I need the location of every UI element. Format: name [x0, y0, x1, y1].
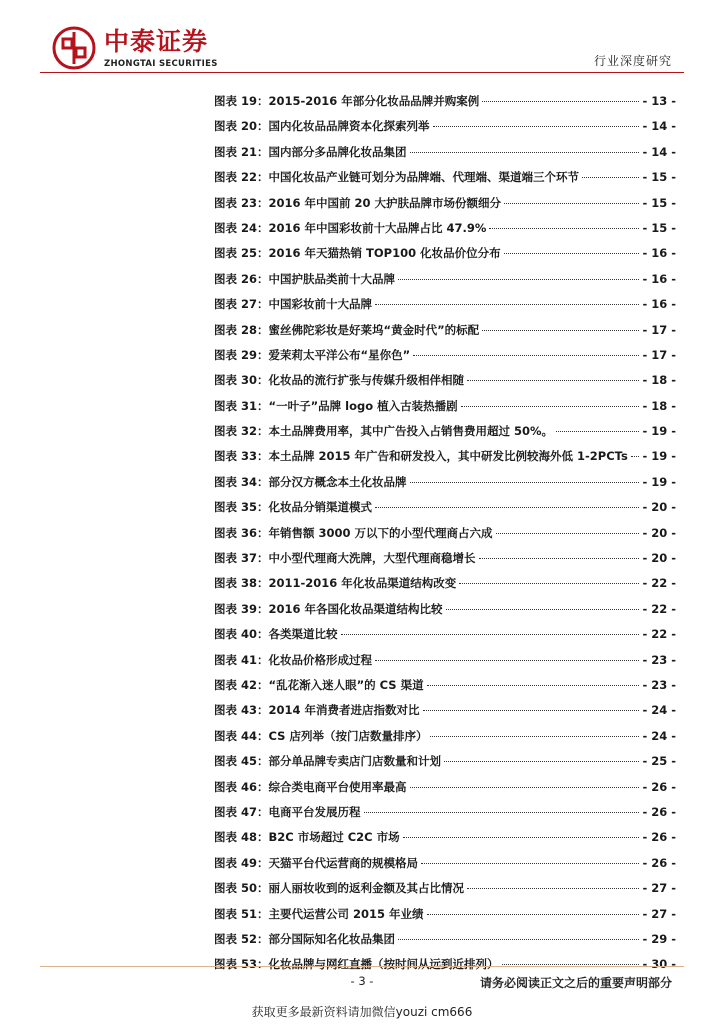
toc-dot-leader [482, 101, 639, 102]
toc-dot-leader [467, 888, 639, 889]
toc-entry-page: - 13 - [642, 94, 676, 108]
toc-entry[interactable] [214, 779, 676, 804]
toc-dot-leader [433, 126, 640, 127]
toc-dot-leader [398, 279, 639, 280]
toc-entry-title: 图表 35：化妆品分销渠道模式 [214, 500, 373, 515]
toc-entry-title: 图表 52：部分国际知名化妆品集团 [214, 931, 396, 946]
toc-entry-title: 图表 43：2014 年消费者进店指数对比 [214, 703, 420, 718]
toc-dot-leader [430, 736, 639, 737]
disclaimer-text: 请务必阅读正文之后的重要声明部分 [479, 976, 672, 990]
toc-entry-page: - 20 - [642, 500, 676, 515]
toc-entry[interactable] [214, 728, 676, 753]
report-type-label: 行业深度研究 [593, 54, 672, 68]
toc-entry-title: 图表 23：2016 年中国前 20 大护肤品牌市场份额细分 [214, 195, 502, 210]
zhongtai-logo-icon [52, 26, 96, 70]
toc-entry-title: 图表 45：部分单品牌专卖店门店数量和计划 [214, 754, 442, 769]
toc-dot-leader [413, 355, 639, 356]
toc-entry-title: 图表 25：2016 年天猫热销 TOP100 化妆品价位分布 [214, 246, 501, 261]
brand-name-en: ZHONGTAI SECURITIES [104, 59, 218, 69]
toc-entry-title: 图表 26：中国护肤品类前十大品牌 [214, 271, 396, 286]
toc-entry-page: - 15 - [642, 170, 676, 185]
toc-dot-leader [496, 533, 640, 534]
toc-entry-title: 图表 50：丽人丽妆收到的返利金额及其占比情况 [214, 881, 465, 896]
toc-dot-leader [459, 583, 639, 584]
toc-dot-leader [631, 456, 640, 457]
toc-entry[interactable] [214, 448, 676, 473]
toc-entry[interactable] [214, 626, 676, 651]
toc-entry-page: - 26 - [642, 855, 676, 870]
toc-dot-leader [556, 431, 639, 432]
toc-entry-title: 图表 21：国内部分多品牌化妆品集团 [214, 144, 407, 159]
toc-entry-page: - 30 - [642, 957, 676, 972]
toc-dot-leader [423, 710, 640, 711]
toc-entry-page: - 20 - [642, 551, 676, 566]
toc-entry-title: 图表 48：B2C 市场超过 C2C 市场 [214, 830, 400, 845]
toc-dot-leader [504, 203, 639, 204]
toc-dot-leader [444, 761, 639, 762]
toc-entry-page: - 16 - [642, 246, 676, 261]
toc-entry-title: 图表 40：各类渠道比较 [214, 627, 338, 642]
toc-entry-page: - 29 - [642, 931, 676, 946]
toc-entry-page: - 26 - [642, 779, 676, 794]
toc-entry-title: 图表 46：综合类电商平台使用率最高 [214, 779, 407, 794]
watermark-text: 获取更多最新资料请加微信youzi cm666 [251, 1005, 473, 1019]
toc-entry[interactable] [214, 906, 676, 931]
toc-entry[interactable] [214, 550, 676, 575]
header-divider [40, 72, 684, 73]
toc-entry-page: - 23 - [642, 652, 676, 667]
toc-entry-page: - 23 - [642, 677, 676, 692]
toc-entry-page: - 20 - [642, 525, 676, 540]
toc-entry-title: 图表 47：电商平台发展历程 [214, 804, 361, 819]
toc-dot-leader [461, 406, 640, 407]
toc-entry-title: 图表 39：2016 年各国化妆品渠道结构比较 [214, 601, 443, 616]
toc-dot-leader [467, 380, 639, 381]
toc-entry-page: - 14 - [642, 144, 676, 159]
toc-entry-title: 图表 20：国内化妆品品牌资本化探索列举 [214, 119, 430, 134]
toc-entry[interactable] [214, 144, 676, 169]
toc-entry-page: - 24 - [642, 703, 676, 718]
toc-entry-page: - 18 - [642, 373, 676, 388]
toc-entry-title: 图表 34：部分汉方概念本土化妆品牌 [214, 474, 407, 489]
toc-entry[interactable] [214, 474, 676, 499]
toc-entry-page: - 26 - [642, 830, 676, 845]
toc-entry-title: 图表 29：爱茉莉太平洋公布“星你色” [214, 347, 411, 362]
toc-entry[interactable] [214, 525, 676, 550]
toc-entry[interactable] [214, 398, 676, 423]
toc-dot-leader [421, 863, 639, 864]
toc-entry[interactable] [214, 347, 676, 372]
toc-entry-page: - 22 - [642, 576, 676, 591]
toc-entry-title: 图表 51：主要代运营公司 2015 年业绩 [214, 906, 424, 921]
toc-entry-page: - 19 - [642, 474, 676, 489]
toc-entry[interactable] [214, 195, 676, 220]
toc-entry-page: - 26 - [642, 804, 676, 819]
toc-entry-page: - 27 - [642, 881, 676, 896]
toc-dot-leader [341, 634, 640, 635]
page-number: - 3 - [350, 974, 374, 988]
toc-entry-page: - 27 - [642, 906, 676, 921]
toc-entry-page: - 22 - [642, 627, 676, 642]
toc-entry-page: - 17 - [642, 322, 676, 337]
toc-entry[interactable] [214, 855, 676, 880]
toc-entry[interactable] [214, 753, 676, 778]
toc-entry-page: - 14 - [642, 119, 676, 134]
toc-dot-leader [398, 939, 639, 940]
toc-entry-page: - 16 - [642, 297, 676, 312]
toc-entry-page: - 19 - [642, 449, 676, 464]
toc-entry-title: 图表 33：本土品牌 2015 年广告和研发投入，其中研发比例较海外低 1-2PCTs [214, 449, 628, 464]
toc-entry-title: 图表 53：化妆品牌与网红直播（按时间从远到近排列） [214, 957, 499, 972]
toc-entry[interactable] [214, 372, 676, 397]
toc-entry[interactable] [214, 93, 676, 118]
toc-entry[interactable] [214, 575, 676, 600]
toc-entry[interactable] [214, 880, 676, 905]
toc-entry-title: 图表 28：蜜丝佛陀彩妆是好莱坞“黄金时代”的标配 [214, 322, 480, 337]
toc-entry[interactable] [214, 677, 676, 702]
toc-dot-leader [479, 558, 640, 559]
toc-entry[interactable] [214, 169, 676, 194]
toc-entry-title: 图表 37：中小型代理商大洗牌，大型代理商稳增长 [214, 551, 476, 566]
toc-entry-title: 图表 22：中国化妆品产业链可划分为品牌端、代理端、渠道端三个环节 [214, 170, 580, 185]
toc-entry[interactable] [214, 601, 676, 626]
toc-dot-leader [375, 507, 639, 508]
toc-entry-page: - 24 - [642, 728, 676, 743]
footer-divider [40, 966, 684, 967]
toc-entry-page: - 15 - [642, 220, 676, 235]
toc-entry[interactable] [214, 829, 676, 854]
toc-entry[interactable] [214, 118, 676, 143]
toc-entry[interactable] [214, 271, 676, 296]
toc-entry-title: 图表 31：“一叶子”品牌 logo 植入古装热播剧 [214, 398, 458, 413]
toc-entry-title: 图表 49：天猫平台代运营商的规模格局 [214, 855, 419, 870]
toc-entry-page: - 25 - [642, 754, 676, 769]
toc-entry[interactable] [214, 423, 676, 448]
toc-dot-leader [427, 685, 640, 686]
toc-entry-page: - 22 - [642, 601, 676, 616]
toc-entry-title: 图表 30：化妆品的流行扩张与传媒升级相伴相随 [214, 373, 465, 388]
toc-entry-title: 图表 19：2015-2016 年部分化妆品品牌并购案例 [214, 94, 480, 108]
toc-dot-leader [410, 152, 640, 153]
toc-entry-title: 图表 32：本土品牌费用率，其中广告投入占销售费用超过 50%。 [214, 424, 554, 439]
toc-entry[interactable] [214, 702, 676, 727]
toc-entry-title: 图表 36：年销售额 3000 万以下的小型代理商占六成 [214, 525, 493, 540]
toc-dot-leader [427, 914, 640, 915]
toc-entry-page: - 16 - [642, 271, 676, 286]
toc-entry[interactable] [214, 804, 676, 829]
toc-entry-title: 图表 41：化妆品价格形成过程 [214, 652, 373, 667]
page-header [0, 0, 724, 80]
toc-entry[interactable] [214, 220, 676, 245]
toc-entry-title: 图表 38：2011-2016 年化妆品渠道结构改变 [214, 576, 457, 591]
toc-dot-leader [403, 837, 640, 838]
toc-dot-leader [375, 660, 639, 661]
toc-entry[interactable] [214, 322, 676, 347]
toc-dot-leader [410, 482, 640, 483]
toc-dot-leader [489, 228, 639, 229]
toc-entry[interactable] [214, 245, 676, 270]
toc-entry[interactable] [214, 499, 676, 524]
toc-entry[interactable] [214, 931, 676, 956]
toc-entry-page: - 15 - [642, 195, 676, 210]
toc-dot-leader [446, 609, 640, 610]
toc-dot-leader [375, 304, 639, 305]
toc-entry[interactable] [214, 652, 676, 677]
toc-entry-title: 图表 44：CS 店列举（按门店数量排序） [214, 728, 428, 743]
toc-entry-title: 图表 27：中国彩妆前十大品牌 [214, 297, 373, 312]
toc-entry-page: - 19 - [642, 424, 676, 439]
toc-entry-title: 图表 42：“乱花渐入迷人眼”的 CS 渠道 [214, 677, 424, 692]
toc-entry-page: - 17 - [642, 347, 676, 362]
toc-dot-leader [504, 253, 640, 254]
brand-name-cn: 中泰证券 [104, 27, 209, 56]
toc-dot-leader [410, 787, 640, 788]
toc-entry[interactable] [214, 296, 676, 321]
table-of-figures [214, 93, 676, 982]
toc-entry-page: - 18 - [642, 398, 676, 413]
toc-dot-leader [364, 812, 640, 813]
toc-entry-title: 图表 24：2016 年中国彩妆前十大品牌占比 47.9% [214, 220, 487, 235]
toc-dot-leader [482, 330, 639, 331]
toc-dot-leader [582, 177, 639, 178]
